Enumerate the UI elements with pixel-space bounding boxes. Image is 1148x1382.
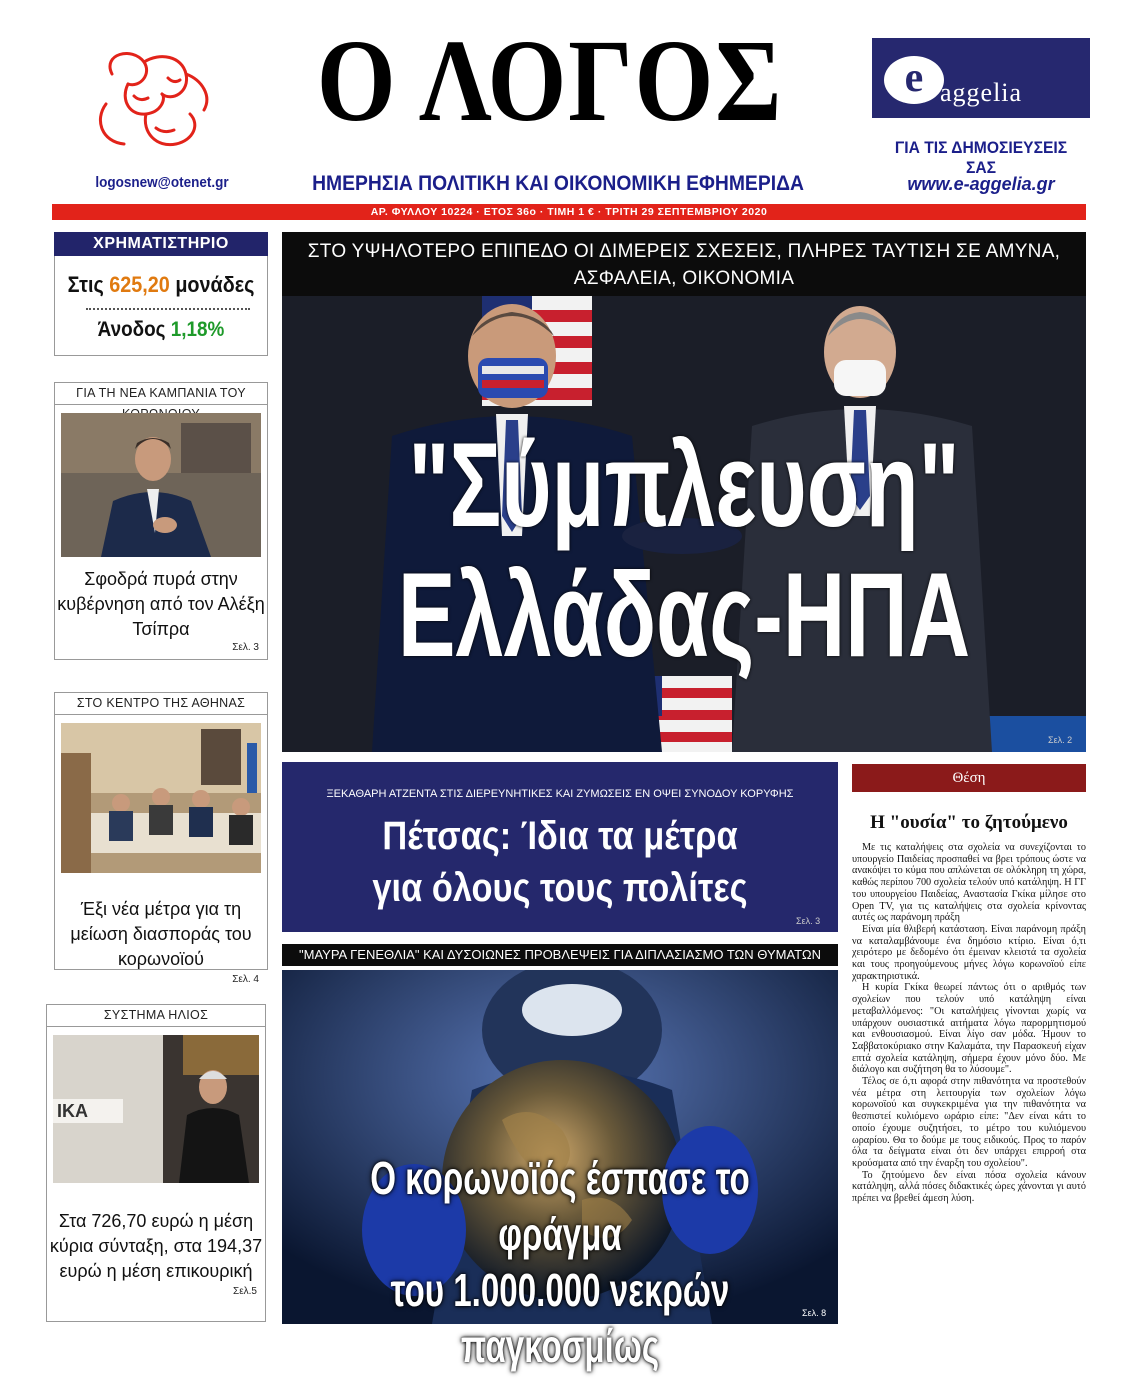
editorial-header: Θέση xyxy=(852,764,1086,792)
eaggelia-logo-word: aggelia xyxy=(940,78,1023,107)
editorial-body xyxy=(852,842,1086,1205)
stock-header: ΧΡΗΜΑΤΙΣΤΗΡΙΟ xyxy=(54,232,268,256)
side-story-pensions[interactable] xyxy=(46,1004,266,1322)
stock-change-value: 1,18% xyxy=(170,318,225,341)
side-story-page: Σελ. 4 xyxy=(232,974,259,985)
main-headline-line-1: "Σύμπλευση" xyxy=(408,418,960,552)
svg-text:ΙΚΑ: ΙΚΑ xyxy=(57,1101,88,1121)
editorial-paragraph: Είναι μία θλιβερή κατάσταση. Είναι παράνομη πράξη να καταλαμβάνουμε ένα δημόσιο κτίριο. Είναι ό,τι χειρότερο με δεδομένο ότι έμειναν κλειστά τα σχολεία και τους προηγούμενους μήνες λόγω κορωνοϊού είπε χαρακτηριστικά. xyxy=(852,923,1086,982)
side-story-kicker: ΣΥΣΤΗΜΑ ΗΛΙΟΣ xyxy=(47,1005,265,1027)
covid-kicker: "ΜΑΥΡΑ ΓΕΝΕΘΛΙΑ" ΚΑΙ ΔΥΣΟΙΩΝΕΣ ΠΡΟΒΛΕΨΕΙΣ ΓΙΑ ΔΙΠΛΑΣΙΑΣΜΟ ΤΩΝ ΘΥΜΑΤΩΝ xyxy=(282,944,838,966)
covid-headline-line-1: Ο κορωνοϊός έσπασε το φράγμα xyxy=(370,1152,750,1260)
petsas-headline-line-2: για όλους τους πολίτες xyxy=(372,866,748,910)
main-headline-line-2: Ελλάδας-ΗΠΑ xyxy=(397,548,971,682)
contact-email[interactable]: logosnew@otenet.gr xyxy=(95,174,229,191)
newspaper-title: Ο ΛΟΓΟΣ xyxy=(316,15,784,146)
main-headline xyxy=(395,420,974,680)
side-story-page: Σελ.5 xyxy=(233,1286,257,1297)
stock-divider xyxy=(86,308,250,310)
side-story-title: Σφοδρά πυρά στην κυβέρνηση από τον Αλέξη Τσίπρα xyxy=(57,569,265,639)
side-story-title: Έξι νέα μέτρα για τη μείωση διασποράς του κορωνοϊού xyxy=(70,899,252,969)
side-story-athens[interactable] xyxy=(54,692,268,985)
issue-info: ΑΡ. ΦΥΛΛΟΥ 10224 · ΕΤΟΣ 36ο · ΤΙΜΗ 1 € · ΤΡΙΤΗ 29 ΣΕΠΤΕΜΒΡΙΟΥ 2020 xyxy=(370,206,768,218)
pensions-photo xyxy=(53,1035,259,1183)
editorial-paragraph: Τέλος σε ό,τι αφορά στην πιθανότητα να προστεθούν νέα μέτρα στη λειτουργία των σχολείων λόγω κορωνοϊού και συγκεκριμένα για την πιθανότητα να θεσπιστεί κυλιόμενο ωράριο είπε: "Δεν είναι κάτι το οποίο έχουμε συζητήσει, το μέτρο του κυλιόμενου ωραρίου. Θα το δούμε με τους ειδικούς. Προς το παρόν όλα τα δείγματα είναι ότι δεν υπάρχει επιρροή στα κρούσματα από την έναρξη του σχολείου". xyxy=(852,1076,1086,1169)
side-story-kicker: ΓΙΑ ΤΗ ΝΕΑ ΚΑΜΠΑΝΙΑ ΤΟΥ xyxy=(55,383,267,405)
petsas-headline-line-1: Πέτσας: Ίδια τα μέτρα xyxy=(382,814,738,858)
newspaper-logo-art xyxy=(82,44,222,164)
stock-index-line: Στις 625,20 μονάδες xyxy=(67,272,255,297)
side-story-kicker: ΣΤΟ ΚΕΝΤΡΟ ΤΗΣ ΑΘΗΝΑΣ xyxy=(55,693,267,715)
editorial-paragraph: Με τις καταλήψεις στα σχολεία να συνεχίζονται το υπουργείο Παιδείας προσπαθεί να βρει τρόπους ώστε να ανακόψει το κύμα που απλώνεται σε ολόκληρη τη χώρα, καθώς περίπου 700 σχολεία τελούν υπό κατάληψη. Η ΓΓ του υπουργείου Παιδείας, Αναστασία Γκίκα μίλησε στο Open TV, για τις καταλήψεις στα σχολεία κρίνοντας αυτές ως παράνομη πράξη xyxy=(852,842,1086,924)
side-story-tsipras[interactable] xyxy=(54,382,268,660)
editorial-title: Η "ουσία" το ζητούμενο xyxy=(870,812,1068,833)
petsas-headline xyxy=(321,810,799,914)
editorial-paragraph: Το ζητούμενο δεν είναι πόσα σχολεία κάνουν κατάληψη, αλλά πόσες διδακτικές ώρες χάνονται γι αυτό πρέπει να βρεθεί άμεση λύση. xyxy=(852,1169,1086,1205)
tsipras-photo xyxy=(61,413,261,557)
covid-headline xyxy=(360,1150,760,1374)
newspaper-subtitle: ΗΜΕΡΗΣΙΑ ΠΟΛΙΤΙΚΗ ΚΑΙ ΟΙΚΟΝΟΜΙΚΗ ΕΦΗΜΕΡΙΔΑ xyxy=(312,172,804,195)
petsas-kicker: ΞΕΚΑΘΑΡΗ ΑΤΖΕΝΤΑ ΣΤΙΣ ΔΙΕΡΕΥΝΗΤΙΚΕΣ ΚΑΙ ΖΥΜΩΣΕΙΣ ΕΝ ΟΨΕΙ ΣΥΝΟΔΟΥ ΚΟΡΥΦΗΣ xyxy=(326,788,794,800)
covid-headline-line-2: του 1.000.000 νεκρών παγκοσμίως xyxy=(390,1264,730,1372)
main-story-kicker: ΣΤΟ ΥΨΗΛΟΤΕΡΟ ΕΠΙΠΕΔΟ ΟΙ ΔΙΜΕΡΕΙΣ ΣΧΕΣΕΙΣ, ΠΛΗΡΕΣ ΤΑΥΤΙΣΗ ΣΕ ΑΜΥΝΑ, ΑΣΦΑΛΕΙΑ, ΟΙΚΟΝΟΜΙΑ xyxy=(282,232,1086,296)
meeting-photo xyxy=(61,723,261,873)
stock-change-line: Άνοδος 1,18% xyxy=(97,318,225,341)
petsas-page: Σελ. 3 xyxy=(796,916,821,926)
side-story-page: Σελ. 3 xyxy=(232,642,259,653)
side-story-title: Στα 726,70 ευρώ η μέση κύρια σύνταξη, στα 194,37 ευρώ η μέση επικουρική xyxy=(49,1211,263,1281)
eaggelia-tagline: ΓΙΑ ΤΙΣ ΔΗΜΟΣΙΕΥΣΕΙΣ ΣΑΣ xyxy=(894,138,1068,177)
stock-index-value: 625,20 xyxy=(109,272,170,297)
editorial-paragraph: Η κυρία Γκίκα θεωρεί πάντως ότι ο αριθμός των σχολείων που τελούν υπό κατάληψη είναι μεταβαλλόμενος: "Οι καταλήψεις γίνονται χωρίς να υπάρχουν ουσιαστικά αιτήματα λόγω παρορμητισμού και ενθουσιασμού. Είναι λίγο σαν μόδα. Ήμουν το Σαββατοκύριακο στην Καλαμάτα, την Παρασκευή είχαν επτά σχολεία κατάληψη, σήμερα έχουν μόνο δύο. Με διάλογο και συζήτηση θα το λύσουμε". xyxy=(852,982,1086,1076)
eaggelia-logo-letter: e xyxy=(884,56,944,104)
main-story-page: Σελ. 2 xyxy=(1048,735,1073,745)
eaggelia-url[interactable]: www.e-aggelia.gr xyxy=(907,174,1055,194)
covid-page: Σελ. 8 xyxy=(802,1308,827,1318)
